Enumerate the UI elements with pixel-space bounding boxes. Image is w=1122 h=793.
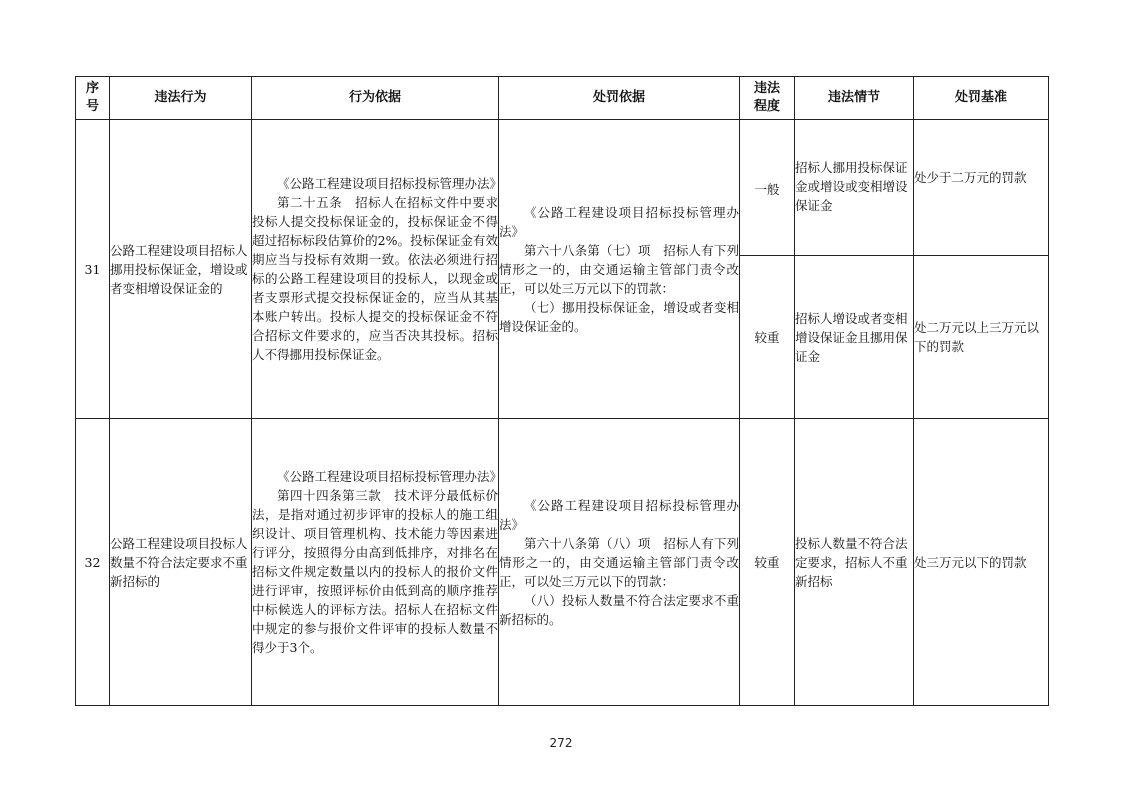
basis-paragraph: （七）挪用投标保证金，增设或者变相增设保证金的。 [499,299,739,334]
row-standard: 处三万元以下的罚款 [914,419,1049,706]
row-standard: 处少于二万元的罚款 [914,120,1049,256]
header-behavior-basis: 行为依据 [252,77,499,120]
header-degree: 违法程度 [740,77,795,120]
header-behavior: 违法行为 [110,77,252,120]
penalty-standards-table [75,76,1049,706]
basis-paragraph: 《公路工程建设项目招标投标管理办法》 [499,204,739,239]
basis-paragraph: （八）投标人数量不符合法定要求不重新招标的。 [499,592,739,627]
table-row [76,419,1049,706]
basis-paragraph: 《公路工程建设项目招标投标管理办法》 [277,176,503,191]
page-number: 272 [549,736,573,750]
row-seq: 31 [76,120,110,419]
basis-paragraph: 第四十四条第三款 技术评分最低标价法，是指对通过初步评审的投标人的施工组织设计、项目管理机构、技术能力等因素进行评分，按照得分由高到低排序，对排名在招标文件规定数量以内的投标人的报价文件进行评审，按照评标价由低到高的顺序推荐中标候选人的评标方法。招标人在招标文件中规定的参与报价文件评审的投标人数量不得少于3个。 [252,488,498,655]
row-degree: 较重 [740,419,795,706]
header-standard: 处罚基准 [914,77,1049,120]
row-behavior: 公路工程建设项目招标人挪用投标保证金，增设或者变相增设保证金的 [110,120,252,419]
basis-paragraph: 第六十八条第（八）项 招标人有下列情形之一的，由交通运输主管部门责令改正，可以处三万元以下的罚款： [499,535,739,589]
header-seq: 序号 [76,77,110,120]
row-behavior-basis [252,120,503,419]
basis-paragraph: 第六十八条第（七）项 招标人有下列情形之一的，由交通运输主管部门责令改正，可以处三万元以下的罚款： [499,242,739,296]
row-circumstance: 招标人挪用投标保证金或增设或变相增设保证金 [795,120,914,256]
row-seq: 32 [76,419,110,706]
header-penalty-basis: 处罚依据 [499,77,740,120]
header-circumstance: 违法情节 [795,77,914,120]
row-degree: 一般 [740,120,795,256]
row-penalty-basis [499,419,740,706]
row-standard: 处二万元以上三万元以下的罚款 [914,256,1049,419]
table-row [76,120,1049,256]
header-row [76,77,1049,120]
row-penalty-basis [499,120,740,419]
basis-paragraph: 《公路工程建设项目招标投标管理办法》 [499,497,739,532]
row-behavior-basis [252,419,503,706]
row-behavior: 公路工程建设项目投标人数量不符合法定要求不重新招标的 [110,419,252,706]
basis-paragraph: 第二十五条 招标人在招标文件中要求投标人提交投标保证金的，投标保证金不得超过招标标段估算价的2%。投标保证金有效期应当与投标有效期一致。依法必须进行招标的公路工程建设项目的投标人，以现金或者支票形式提交投标保证金的，应当从其基本账户转出。投标人提交的投标保证金不符合招标文件要求的，应当否决其投标。招标人不得挪用投标保证金。 [252,195,498,362]
row-degree: 较重 [740,256,795,419]
basis-paragraph: 《公路工程建设项目招标投标管理办法》 [277,469,503,484]
row-circumstance: 招标人增设或者变相增设保证金且挪用保证金 [795,256,914,419]
row-circumstance: 投标人数量不符合法定要求，招标人不重新招标 [795,419,914,706]
